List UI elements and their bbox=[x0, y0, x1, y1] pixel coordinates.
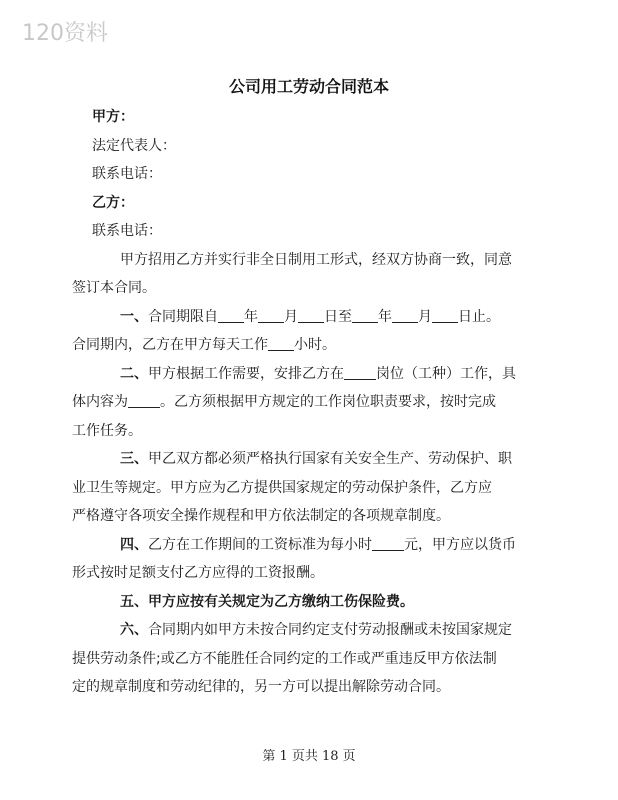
clause-4-text: 乙方在工作期间的工资标准为每小时 bbox=[148, 536, 372, 553]
intro-line-2: 签订本合同。 bbox=[72, 280, 156, 296]
clause-3-number: 三、 bbox=[120, 451, 148, 467]
blank-field bbox=[352, 307, 378, 323]
clause-1-line-2 bbox=[72, 331, 532, 360]
clause-3-text: 甲乙双方都必须严格执行国家有关安全生产、劳动保护、职 bbox=[148, 451, 512, 467]
clause-1-text: 年 bbox=[378, 308, 392, 325]
clause-6-number: 六、 bbox=[120, 622, 148, 638]
clause-2-number: 二、 bbox=[120, 365, 148, 382]
party-a-phone: 联系电话： bbox=[92, 166, 162, 182]
clause-1-text: 年 bbox=[244, 308, 258, 325]
clause-1-number: 一、 bbox=[120, 308, 148, 325]
blank-field bbox=[372, 535, 404, 551]
clause-4-number: 四、 bbox=[120, 536, 148, 553]
clause-1-text: 日至 bbox=[324, 308, 352, 325]
intro-line-1: 甲方招用乙方并实行非全日制用工形式，经双方协商一致，同意 bbox=[120, 251, 512, 268]
clause-1-text: 合同期内，乙方在甲方每天工作 bbox=[72, 337, 268, 353]
blank-field bbox=[218, 307, 244, 323]
clause-4-line-2: 形式按时足额支付乙方应得的工资报酬。 bbox=[72, 565, 324, 581]
party-b-label: 乙方： bbox=[92, 194, 134, 211]
clause-1-text: 月 bbox=[284, 308, 298, 325]
document-title: 公司用工劳动合同范本 bbox=[228, 77, 389, 96]
clause-3-line-1 bbox=[92, 445, 532, 474]
clause-2-line-2 bbox=[72, 388, 532, 417]
blank-field bbox=[298, 307, 324, 323]
clause-2-text: 岗位（工种）工作，具 bbox=[376, 365, 516, 382]
blank-field bbox=[128, 392, 160, 408]
clause-1-text: 合同期限自 bbox=[148, 308, 218, 325]
blank-field bbox=[344, 364, 376, 380]
document-body bbox=[72, 103, 532, 702]
clause-3-line-3: 严格遵守各项安全操作规程和甲方依法制定的各项规章制度。 bbox=[72, 508, 450, 524]
clause-6-text: 合同期内如甲方未按合同约定支付劳动报酬或未按国家规定 bbox=[148, 622, 512, 638]
clause-3-line-2: 业卫生等规定。甲方应为乙方提供国家规定的劳动保护条件，乙方应 bbox=[72, 479, 492, 496]
clause-2-text: 甲方根据工作需要，安排乙方在 bbox=[148, 365, 344, 382]
clause-6-line-2: 提供劳动条件;或乙方不能胜任合同约定的工作或严重违反甲方依法制 bbox=[72, 650, 497, 667]
clause-2-text: 。乙方须根据甲方规定的工作岗位职责要求，按时完成 bbox=[160, 394, 496, 410]
clause-2-line-3: 工作任务。 bbox=[72, 422, 142, 439]
blank-field bbox=[432, 307, 458, 323]
clause-1-text: 月 bbox=[418, 308, 432, 325]
blank-field bbox=[258, 307, 284, 323]
clause-4-line-1 bbox=[92, 531, 532, 560]
page-footer: 第 1 页共 18 页 bbox=[262, 749, 356, 764]
watermark: 120资料 bbox=[22, 21, 108, 46]
clause-1-text: 日止。 bbox=[458, 308, 500, 325]
party-b-phone: 联系电话： bbox=[92, 223, 162, 239]
clause-5: 五、甲方应按有关规定为乙方缴纳工伤保险费。 bbox=[120, 593, 414, 610]
clause-4-text: 元，甲方应以货币 bbox=[404, 536, 516, 553]
clause-6-line-3: 定的规章制度和劳动纪律的，另一方可以提出解除劳动合同。 bbox=[72, 679, 450, 695]
clause-6-line-1 bbox=[92, 616, 532, 645]
blank-field bbox=[392, 307, 418, 323]
blank-field bbox=[268, 335, 294, 351]
clause-2-line-1 bbox=[92, 360, 532, 389]
clause-2-text: 体内容为 bbox=[72, 394, 128, 410]
clause-1-line-1 bbox=[92, 303, 532, 332]
clause-1-text: 小时。 bbox=[294, 337, 336, 353]
party-a-label: 甲方： bbox=[92, 109, 134, 125]
party-a-representative: 法定代表人： bbox=[92, 137, 176, 154]
